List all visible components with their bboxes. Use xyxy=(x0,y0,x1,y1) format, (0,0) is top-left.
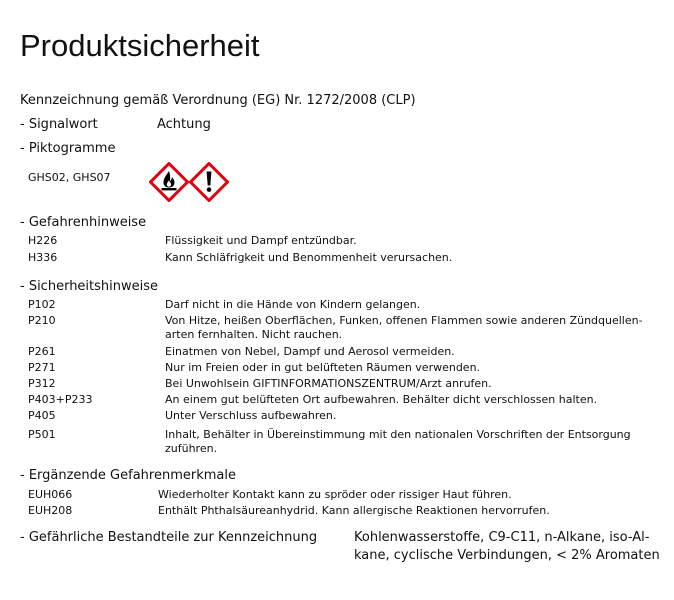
hazard-text: Flüssigkeit und Dampf entzündbar. xyxy=(165,234,357,247)
hazardous-components-label: - Gefährliche Bestandteile zur Kennzeichnung xyxy=(20,530,318,545)
precaution-text-line2: zuführen. xyxy=(165,442,218,455)
supplemental-code: EUH208 xyxy=(28,504,73,517)
supplemental-hazards-label: - Ergänzende Gefahrenmerkmale xyxy=(20,468,236,483)
precaution-text-line1: Von Hitze, heißen Oberflächen, Funken, offenen Flammen sowie anderen Zündquellen- xyxy=(165,314,643,327)
precaution-text: Einatmen von Nebel, Dampf und Aerosol vermeiden. xyxy=(165,345,455,358)
supplemental-code: EUH066 xyxy=(28,488,73,501)
precaution-text: An einem gut belüfteten Ort aufbewahren. Behälter dicht verschlossen halten. xyxy=(165,393,598,406)
pictogram-codes: GHS02, GHS07 xyxy=(28,171,111,184)
hazard-code: H226 xyxy=(28,234,58,247)
regulation-heading: Kennzeichnung gemäß Verordnung (EG) Nr. 1272/2008 (CLP) xyxy=(20,93,416,108)
precaution-code: P102 xyxy=(28,298,56,311)
precautionary-statements-label: - Sicherheitshinweise xyxy=(20,279,159,294)
flame-icon xyxy=(149,162,189,202)
precaution-text: Bei Unwohlsein GIFTINFORMATIONSZENTRUM/Arzt anrufen. xyxy=(165,377,492,390)
supplemental-text: Wiederholter Kontakt kann zu spröder oder rissiger Haut führen. xyxy=(158,488,512,501)
hazard-code: H336 xyxy=(28,251,58,264)
precaution-text: Darf nicht in die Hände von Kindern gelangen. xyxy=(165,298,421,311)
hazardous-components-line1: Kohlenwasserstoffe, C9-C11, n-Alkane, iso-Al- xyxy=(354,530,650,545)
hazard-text: Kann Schläfrigkeit und Benommenheit verursachen. xyxy=(165,251,453,264)
signal-word-label: - Signalwort xyxy=(20,117,98,132)
precaution-text: Unter Verschluss aufbewahren. xyxy=(165,409,337,422)
precaution-code: P210 xyxy=(28,314,56,327)
hazard-statements-label: - Gefahrenhinweise xyxy=(20,215,147,230)
precaution-code: P312 xyxy=(28,377,56,390)
exclamation-mark-icon xyxy=(189,162,229,202)
precaution-text: Nur im Freien oder in gut belüfteten Räumen verwenden. xyxy=(165,361,481,374)
pictograms-label: - Piktogramme xyxy=(20,141,116,156)
precaution-code: P405 xyxy=(28,409,56,422)
precaution-text-line2: arten fernhalten. Nicht rauchen. xyxy=(165,328,343,341)
precaution-code: P403+P233 xyxy=(28,393,93,406)
precaution-code: P261 xyxy=(28,345,56,358)
page-title: Produktsicherheit xyxy=(20,28,260,63)
signal-word-value: Achtung xyxy=(157,117,211,132)
precaution-code: P271 xyxy=(28,361,56,374)
supplemental-text: Enthält Phthalsäureanhydrid. Kann allergische Reaktionen hervorrufen. xyxy=(158,504,550,517)
hazardous-components-line2: kane, cyclische Verbindungen, < 2% Aromaten xyxy=(354,548,660,563)
precaution-text-line1: Inhalt, Behälter in Übereinstimmung mit den nationalen Vorschriften der Entsorgung xyxy=(165,428,631,441)
precaution-code: P501 xyxy=(28,428,56,441)
